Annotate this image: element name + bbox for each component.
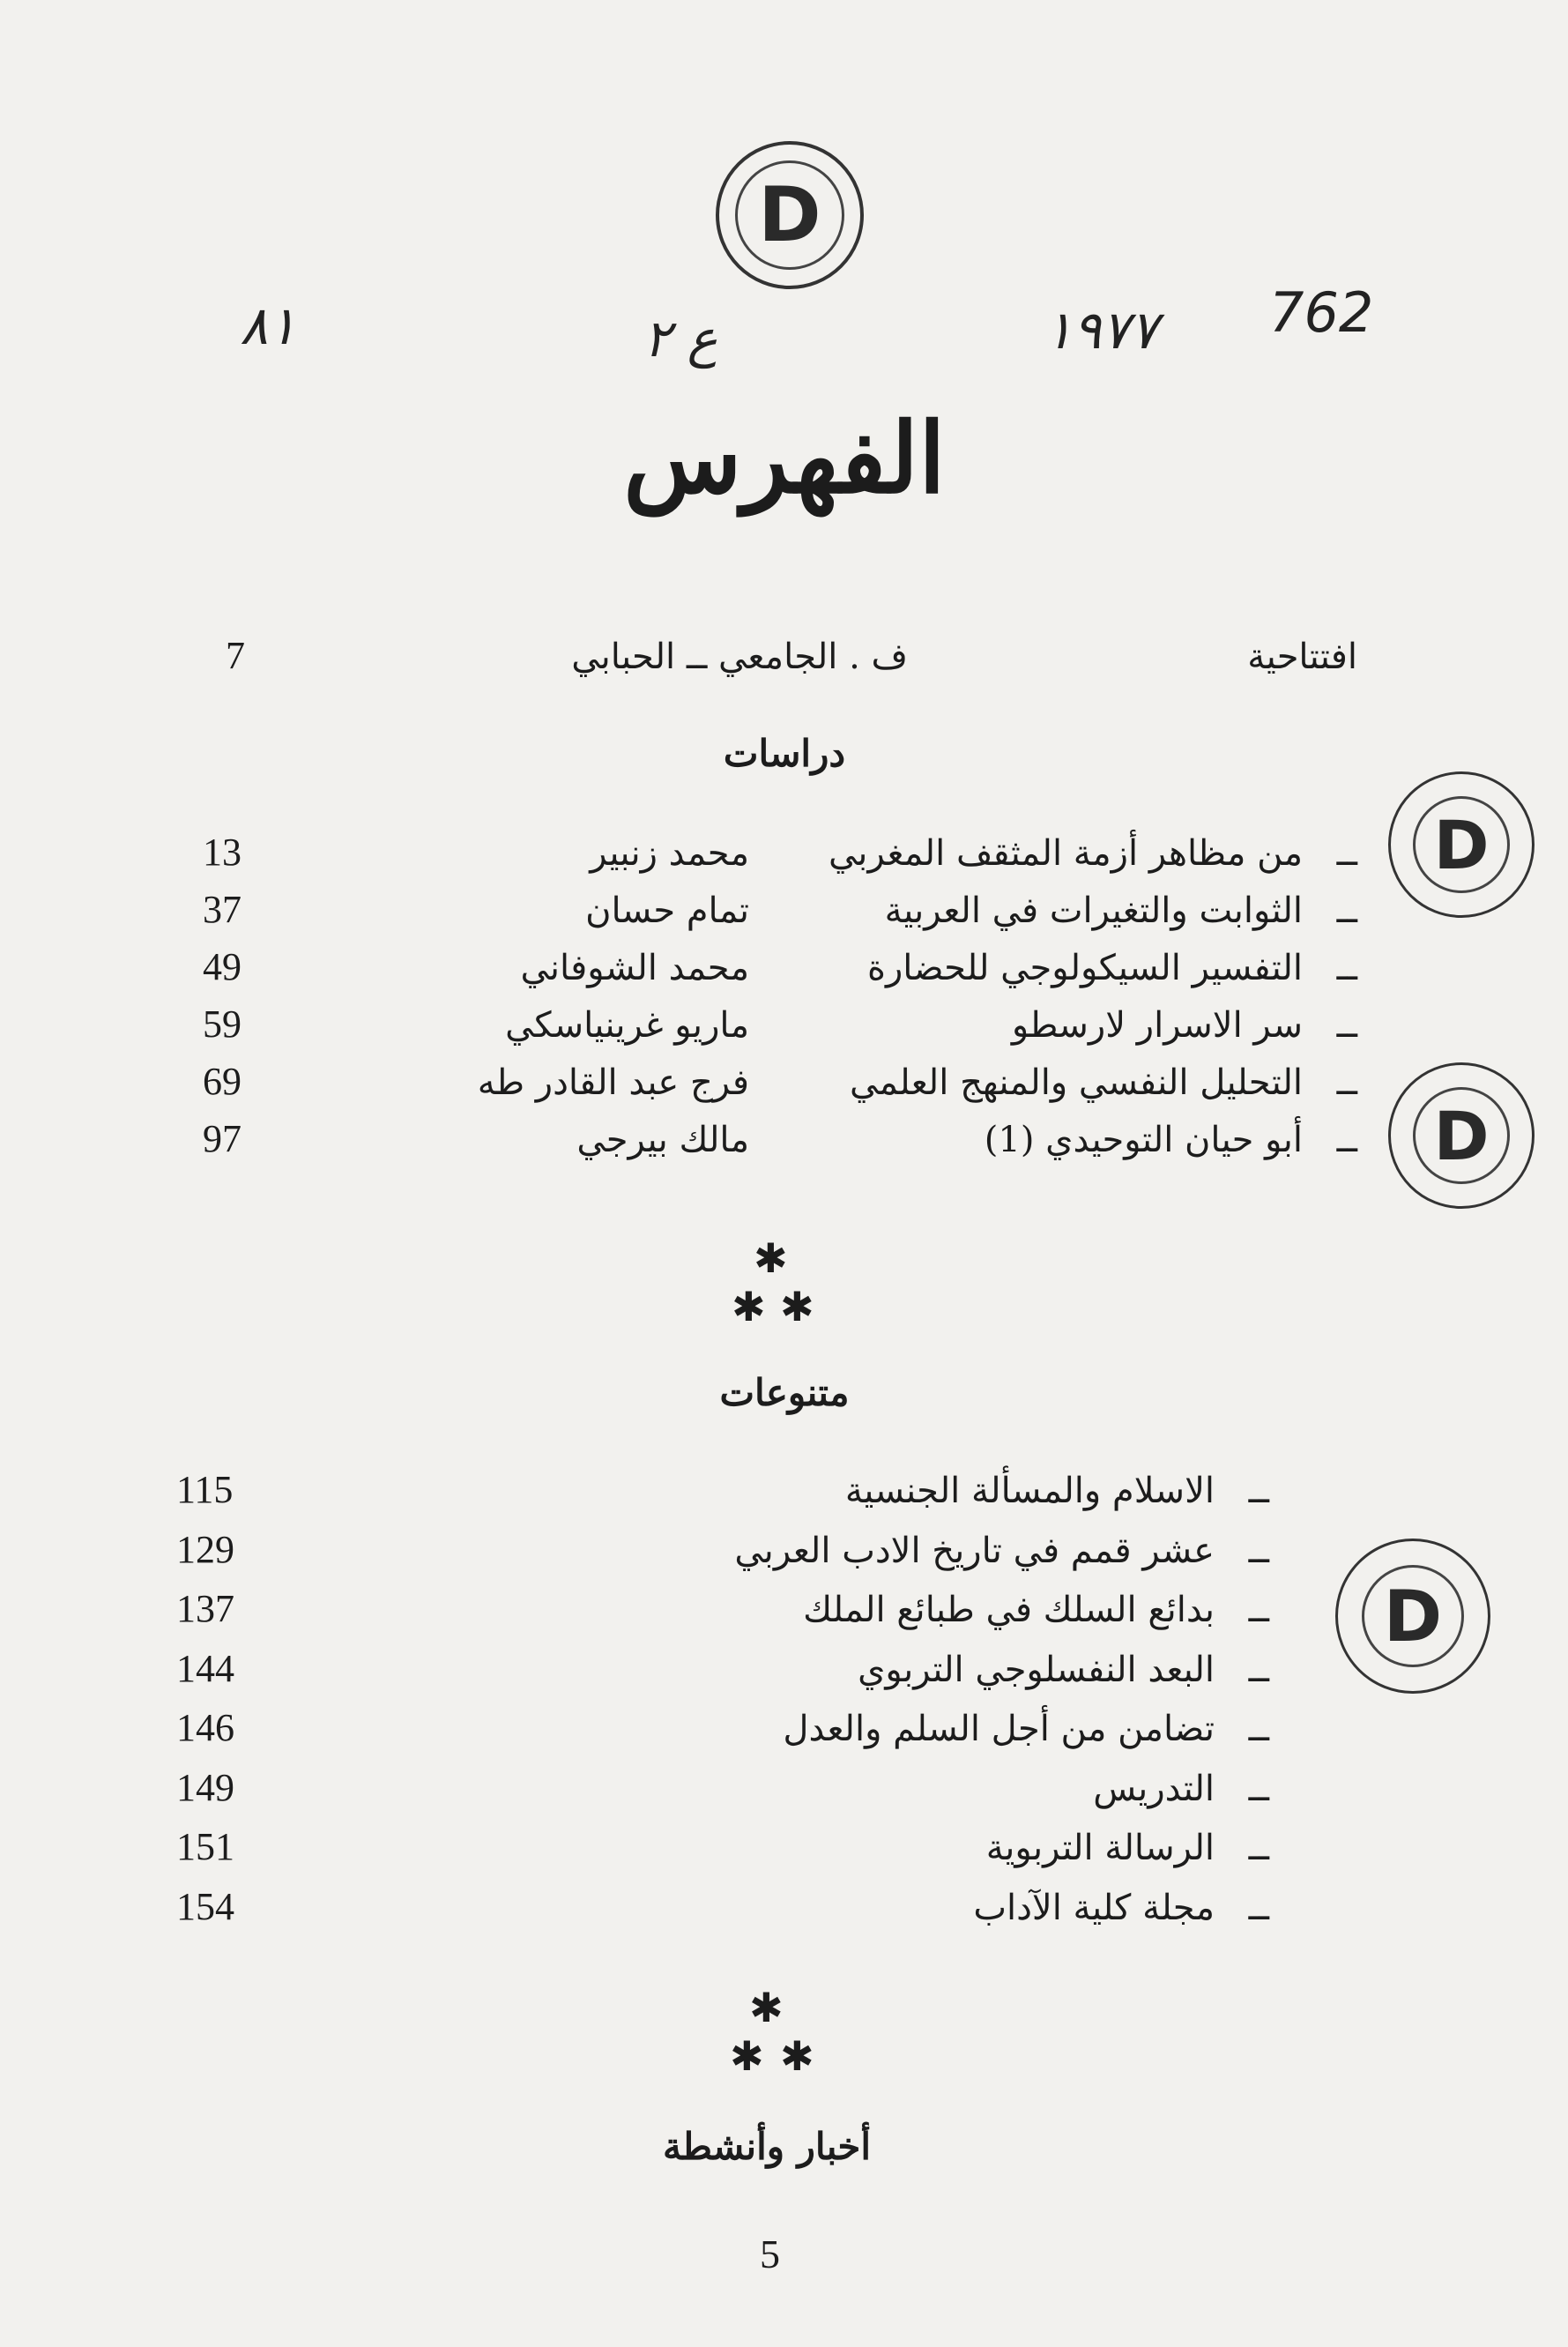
toc-entry xyxy=(176,1587,1269,1639)
entry-title: البعد النفسلوجي التربوي xyxy=(858,1650,1215,1690)
toc-entry xyxy=(176,1528,1269,1580)
toc-entry xyxy=(203,1117,1357,1169)
entry-author: فرج عبد القادر طه xyxy=(477,1062,749,1103)
entry-dash: ــ xyxy=(1336,1005,1357,1046)
entry-title: من مظاهر أزمة المثقف المغربي xyxy=(828,833,1303,874)
toc-entry xyxy=(203,833,1357,883)
entry-title: التفسير السيكولوجي للحضارة xyxy=(867,948,1303,988)
stamp-letter: D xyxy=(1413,1087,1510,1184)
section-heading-news: أخبار وأنشطة xyxy=(662,2125,872,2168)
entry-page: 146 xyxy=(176,1706,234,1749)
toc-entry xyxy=(203,890,1357,940)
toc-entry xyxy=(203,945,1357,997)
entry-title: مجلة كلية الآداب xyxy=(973,1888,1215,1928)
stamp-letter: D xyxy=(1413,796,1510,893)
entry-page: 59 xyxy=(203,1002,242,1046)
entry-page: 154 xyxy=(176,1885,234,1928)
handwritten-issue: ع ٢ xyxy=(643,309,718,369)
entry-dash: ــ xyxy=(1248,1590,1269,1630)
entry-dash: ــ xyxy=(1336,890,1357,931)
entry-title: التحليل النفسي والمنهج العلمي xyxy=(850,1062,1303,1103)
entry-author: تمام حسان xyxy=(585,890,749,931)
section-heading-misc: متنوعات xyxy=(719,1371,850,1414)
toc-entry xyxy=(176,1706,1269,1758)
entry-page: 69 xyxy=(203,1060,242,1103)
entry-dash: ــ xyxy=(1248,1888,1269,1928)
entry-title: أبو حيان التوحيدي (1) xyxy=(984,1120,1303,1160)
entry-page: 115 xyxy=(176,1468,234,1511)
entry-title: بدائع السلك في طبائع الملك xyxy=(803,1590,1215,1630)
entry-page: 144 xyxy=(176,1647,234,1690)
opening-page: 7 xyxy=(226,634,245,677)
toc-entry xyxy=(176,1647,1269,1699)
entry-dash: ــ xyxy=(1248,1769,1269,1809)
entry-title: التدريس xyxy=(1093,1769,1215,1809)
entry-title: تضامن من أجل السلم والعدل xyxy=(783,1709,1215,1749)
toc-entry xyxy=(176,1825,1269,1877)
separator-star: ✱ xyxy=(749,1984,784,2031)
opening-authors: ف . الجامعي ــ الحبابي xyxy=(571,637,908,677)
entry-title: الرسالة التربوية xyxy=(985,1828,1215,1868)
entry-title: الاسلام والمسألة الجنسية xyxy=(844,1471,1215,1511)
handwritten-code-right: 762 xyxy=(1269,280,1374,345)
toc-entry xyxy=(176,1468,1269,1520)
stamp-letter: D xyxy=(735,160,844,270)
entry-dash: ــ xyxy=(1248,1650,1269,1690)
separator-star: ✱ xyxy=(780,1283,814,1330)
opening-label: افتتاحية xyxy=(1247,637,1357,677)
library-stamp-top xyxy=(716,141,864,289)
entry-author: محمد الشوفاني xyxy=(520,948,749,988)
section-heading-studies: دراسات xyxy=(723,732,846,775)
entry-page: 49 xyxy=(203,945,242,988)
entry-page: 129 xyxy=(176,1528,234,1571)
toc-entry xyxy=(176,1766,1269,1818)
entry-dash: ــ xyxy=(1336,833,1357,874)
entry-page: 149 xyxy=(176,1766,234,1809)
entry-dash: ــ xyxy=(1336,1120,1357,1160)
separator-star: ✱ xyxy=(730,2032,764,2080)
handwritten-code-left: ٨١ xyxy=(240,295,297,357)
entry-title: الثوابت والتغيرات في العربية xyxy=(884,890,1303,931)
library-stamp-side-3 xyxy=(1335,1539,1490,1694)
separator-star: ✱ xyxy=(732,1283,766,1330)
separator-star: ✱ xyxy=(780,2032,814,2080)
toc-entry xyxy=(176,1885,1269,1937)
entry-dash: ــ xyxy=(1248,1471,1269,1511)
toc-entry xyxy=(203,1062,1357,1112)
entry-author: محمد زنبير xyxy=(590,833,749,874)
entry-page: 97 xyxy=(203,1117,242,1160)
entry-page: 137 xyxy=(176,1587,234,1630)
entry-dash: ــ xyxy=(1248,1828,1269,1868)
entry-title: عشر قمم في تاريخ الادب العربي xyxy=(734,1531,1215,1571)
entry-page: 13 xyxy=(203,831,242,874)
handwritten-year: ١٩٧٧ xyxy=(1044,300,1158,361)
separator-star: ✱ xyxy=(754,1234,788,1282)
entry-title: سر الاسرار لارسطو xyxy=(1011,1005,1303,1046)
page-title: الفهرس xyxy=(623,401,946,515)
entry-author: ماريو غرينياسكي xyxy=(505,1005,749,1046)
entry-page: 151 xyxy=(176,1825,234,1868)
page-number: 5 xyxy=(760,2232,780,2276)
opening-row xyxy=(212,634,1357,686)
entry-dash: ــ xyxy=(1336,948,1357,988)
entry-dash: ــ xyxy=(1248,1531,1269,1571)
entry-dash: ــ xyxy=(1336,1062,1357,1103)
entry-page: 37 xyxy=(203,888,242,931)
toc-entry xyxy=(203,1002,1357,1054)
entry-author: مالك بيرجي xyxy=(576,1120,749,1160)
entry-dash: ــ xyxy=(1248,1709,1269,1749)
library-stamp-side-2 xyxy=(1388,1062,1535,1209)
stamp-letter: D xyxy=(1362,1565,1464,1667)
library-stamp-side-1 xyxy=(1388,771,1535,918)
